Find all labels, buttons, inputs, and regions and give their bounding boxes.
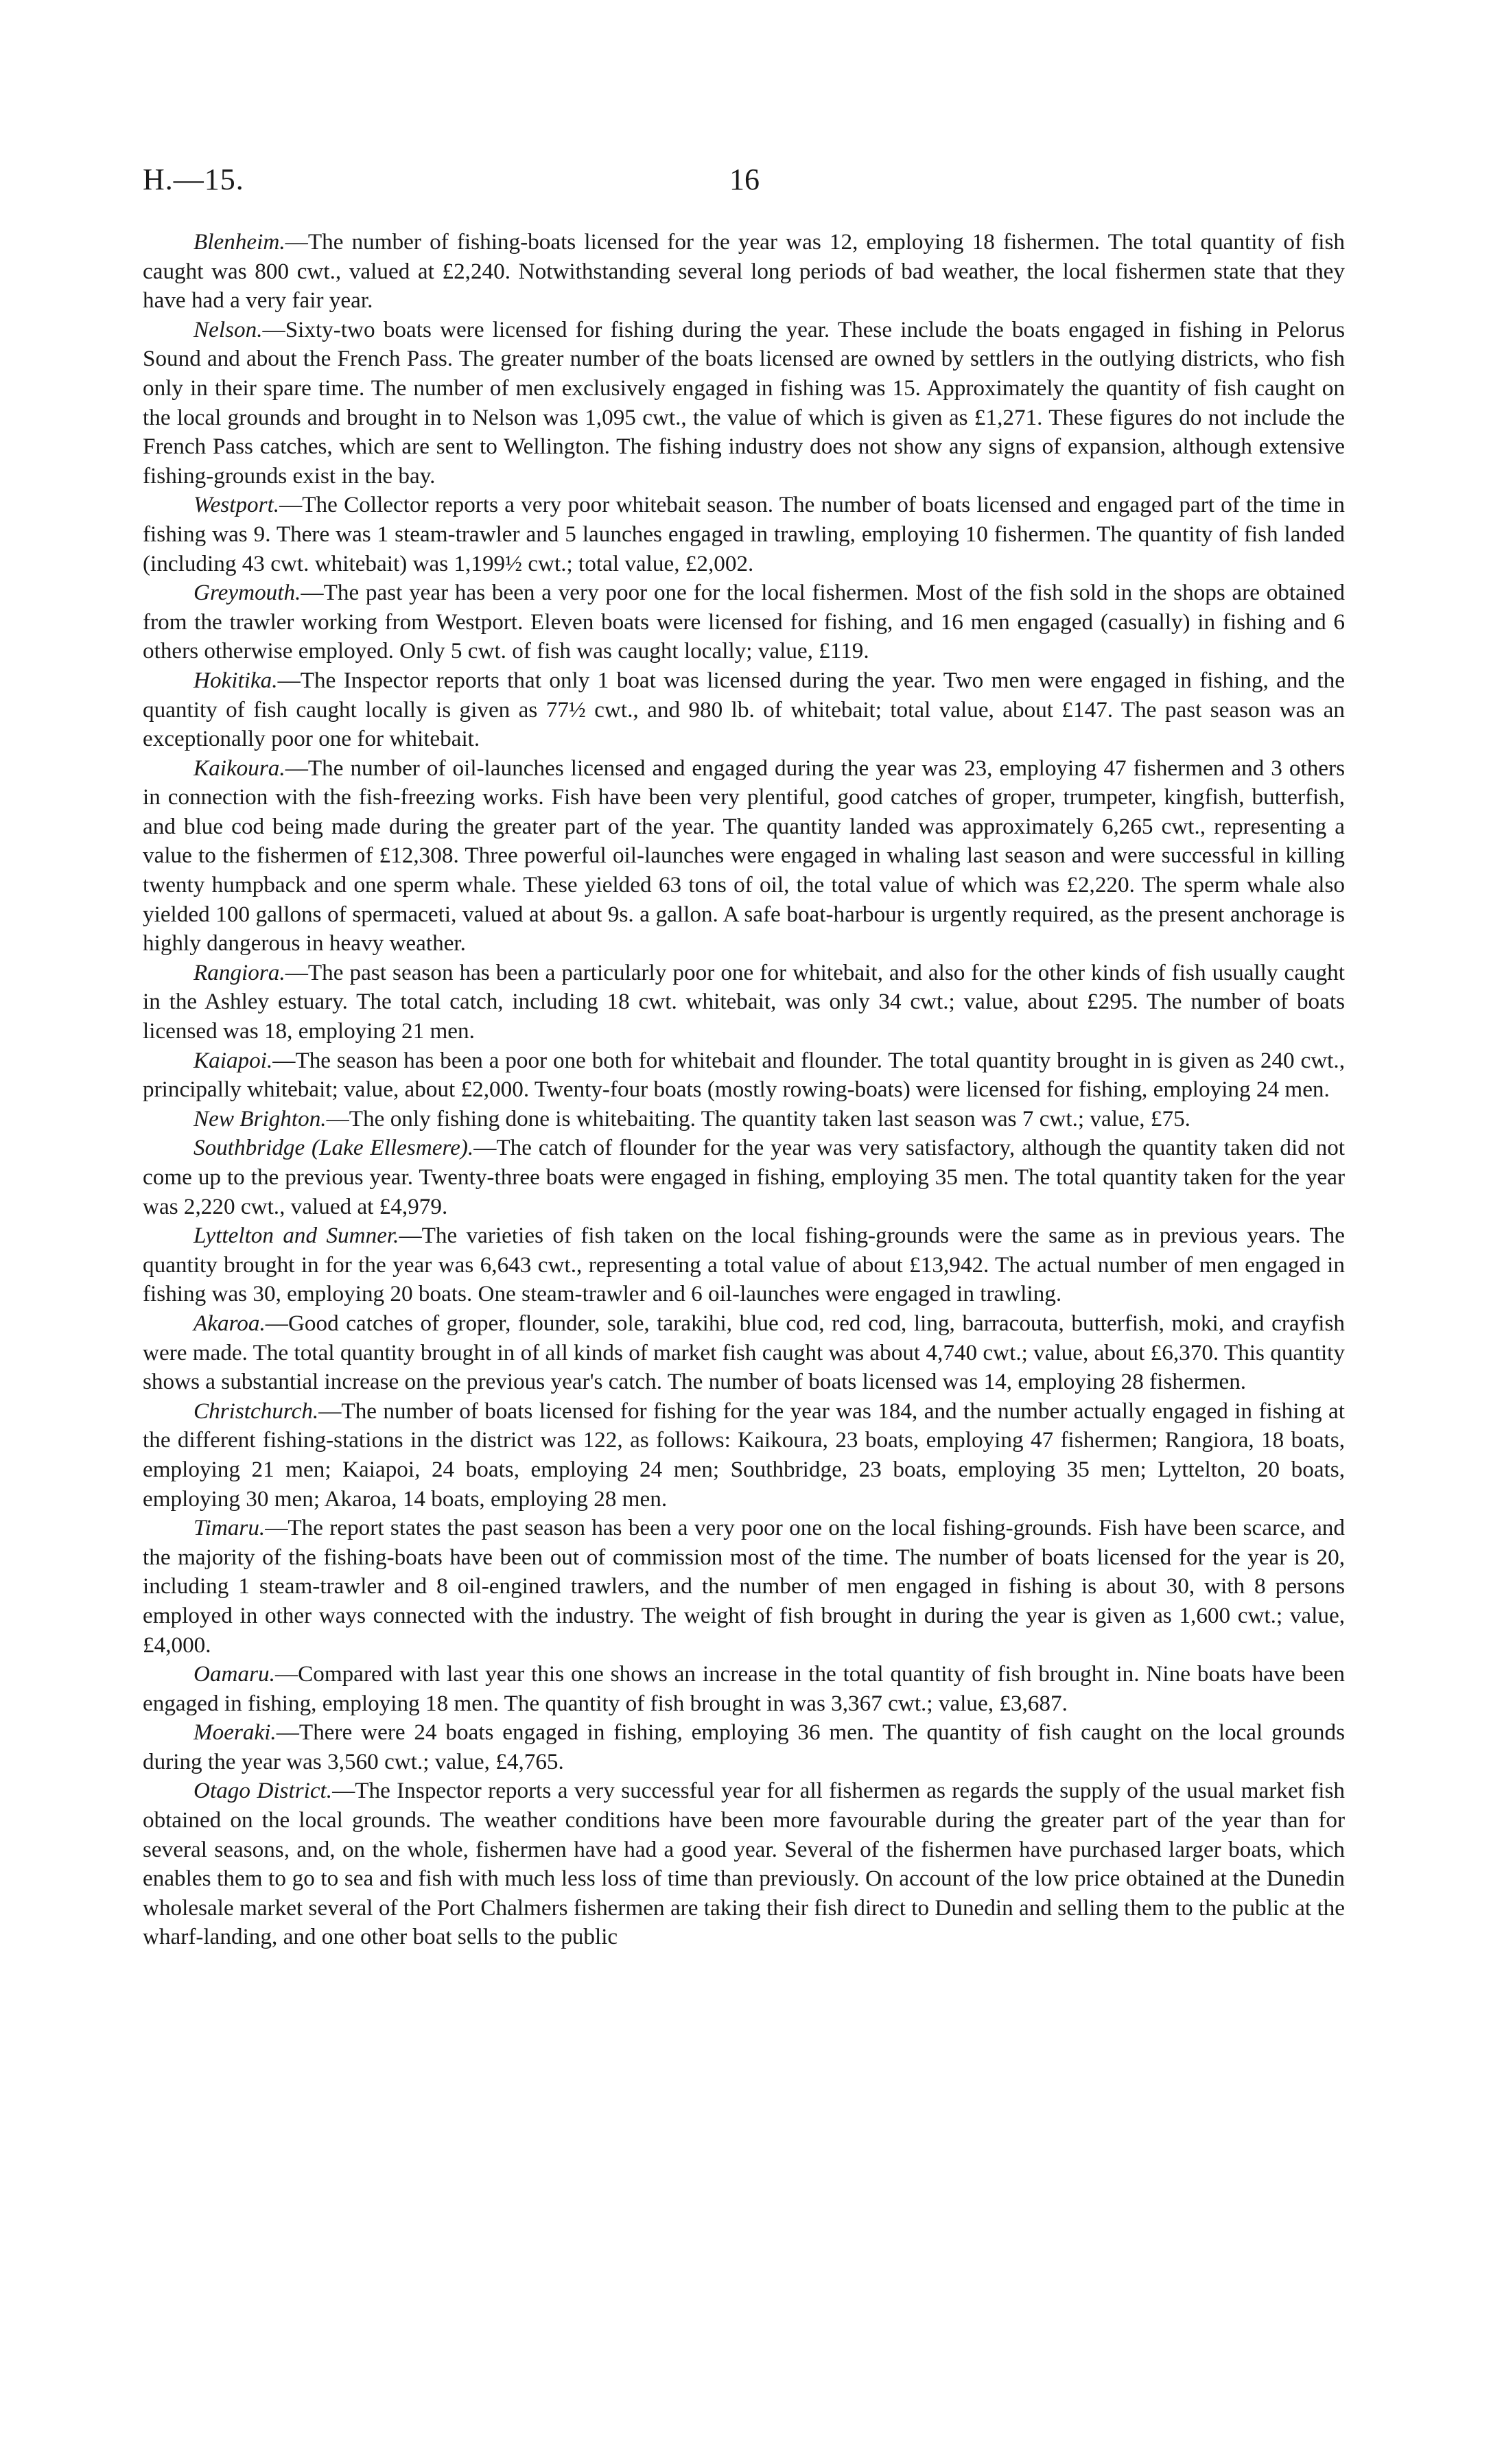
paragraph-text: —The number of fishing-boats licensed for the year was 12, employing 18 fishermen. The total quantity of fish caught was 800 cwt., valued at £2,240. Notwithstanding several long periods of bad weather, the local fishermen state that they have had a very fair year. [143,229,1345,314]
place-name: Southbridge (Lake Ellesmere). [193,1135,474,1161]
place-name: Nelson. [193,316,263,342]
paragraph-text: —The varieties of fish taken on the local fishing-grounds were the same as in previous years. The quantity brought in for the year was 6,643 cwt., representing a total value of about £13,942. The actual number of men engaged in fishing was 30, employing 20 boats. One steam-trawler and 6 oil-launches were engaged in trawling. [143,1223,1345,1307]
paragraph-text: —The past year has been a very poor one for the local fishermen. Most of the fish sold in the shops are obtained from the trawler working from Westport. Eleven boats were licensed for fishing, and 16 men engaged (casually) in fishing and 6 others otherwise employed. Only 5 cwt. of fish was caught locally; value, £119. [143,580,1345,664]
paragraph-nelson [143,316,1345,491]
paragraph-kaikoura [143,754,1345,959]
place-name: Hokitika. [193,667,278,693]
page-number: 16 [729,163,760,196]
paragraph-text: —The Inspector reports that only 1 boat was licensed during the year. Two men were engaged in fishing, and the quantity of fish caught locally is given as 77½ cwt., and 980 lb. of whitebait; total value, about £147. The past season was an exceptionally poor one for whitebait. [143,667,1345,752]
place-name: Otago District. [193,1778,333,1804]
place-name: Timaru. [193,1515,266,1541]
paragraph-text: —The number of oil-launches licensed and engaged during the year was 23, employing 47 fishermen and 3 others in connection with the fish-freezing works. Fish have been very plentiful, good catches of groper, trumpeter, kingfish, butterfish, and blue cod being made during the greater part of the year. The quantity landed was approximately 6,265 cwt., representing a value to the fishermen of £12,308. Three powerful oil-launches were engaged in whaling last season and were successful in killing twenty humpback and one sperm whale. These yielded 63 tons of oil, the total value of which was £2,220. The sperm whale also yielded 100 gallons of spermaceti, valued at about 9s. a gallon. A safe boat-harbour is urgently required, as the present anchorage is highly dangerous in heavy weather. [143,755,1345,957]
place-name: Oamaru. [193,1661,275,1687]
paragraph-text: —The season has been a poor one both for whitebait and flounder. The total quantity brought in is given as 240 cwt., principally whitebait; value, about £2,000. Twenty-four boats (mostly rowing-boats) were licensed for fishing, employing 24 men. [143,1047,1345,1103]
place-name: New Brighton. [193,1105,327,1131]
paragraph-text: —The catch of flounder for the year was very satisfactory, although the quantity taken did not come up to the previous year. Twenty-three boats were engaged in fishing, employing 35 men. The total quantity taken for the year was 2,220 cwt., valued at £4,979. [143,1135,1346,1219]
paragraph-timaru [143,1514,1345,1660]
paragraph-southbridge [143,1134,1345,1221]
place-name: Westport. [193,492,280,518]
paragraph-text: —The only fishing done is whitebaiting. The quantity taken last season was 7 cwt.; value, £75. [326,1105,1190,1131]
paragraph-oamaru [143,1660,1345,1718]
place-name: Greymouth. [193,580,301,606]
place-name: Blenheim. [193,229,285,255]
document-reference: H.—15. [143,163,244,196]
paragraph-text: —The number of boats licensed for fishing for the year was 184, and the number actually engaged in fishing at the different fishing-stations in the district was 122, as follows: Kaikoura, 23 boats, employing 47 fishermen; Rangiora, 18 boats, employing 21 men; Kaiapoi, 24 boats, employing 24 men; Southbridge, 23 boats, employing 35 men; Lyttelton, 20 boats, employing 30 men; Akaroa, 14 boats, employing 28 men. [143,1398,1345,1512]
paragraph-text: —The Collector reports a very poor whitebait season. The number of boats licensed and engaged part of the time in fishing was 9. There was 1 steam-trawler and 5 launches engaged in trawling, employing 10 fishermen. The quantity of fish landed (including 43 cwt. whitebait) was 1,199½ cwt.; total value, £2,002. [143,492,1345,576]
paragraph-westport [143,491,1345,578]
place-name: Rangiora. [193,959,285,985]
place-name: Moeraki. [193,1720,277,1746]
page-header [0,162,1491,210]
report-body [143,228,1345,1952]
paragraph-text: —There were 24 boats engaged in fishing, employing 36 men. The quantity of fish caught on the local grounds during the year was 3,560 cwt.; value, £4,765. [143,1720,1345,1774]
paragraph-new-brighton [143,1105,1345,1134]
paragraph-otago-district [143,1776,1345,1952]
place-name: Lyttelton and Sumner. [193,1223,399,1249]
paragraph-text: —The report states the past season has been a very poor one on the local fishing-grounds. Fish have been scarce, and the majority of the fishing-boats have been out of commission most of the time. The number of boats licensed for the year is 20, including 1 steam-trawler and 8 oil-engined trawlers, and the number of men engaged in fishing is about 30, with 8 persons employed in other ways connected with the industry. The weight of fish brought in during the year is given as 1,600 cwt.; value, £4,000. [143,1515,1345,1658]
paragraph-hokitika [143,666,1345,754]
paragraph-text: —Compared with last year this one shows an increase in the total quantity of fish brought in. Nine boats have been engaged in fishing, employing 18 men. The quantity of fish brought in was 3,367 cwt.; value, £3,687. [143,1661,1345,1716]
paragraph-text: —The past season has been a particularly poor one for whitebait, and also for the other kinds of fish usually caught in the Ashley estuary. The total catch, including 18 cwt. whitebait, was only 34 cwt.; value, about £295. The number of boats licensed was 18, employing 21 men. [143,959,1345,1044]
place-name: Kaikoura. [193,755,285,781]
paragraph-lyttelton-sumner [143,1221,1345,1309]
paragraph-text: —The Inspector reports a very successful year for all fishermen as regards the supply of the usual market fish obtained on the local grounds. The weather conditions have been more favourable during the greater part of the year than for several seasons, and, on the whole, fishermen have had a good year. Several of the fishermen have purchased larger boats, which enables them to go to sea and fish with much less loss of time than previously. On account of the low price obtained at the Dunedin wholesale market several of the Port Chalmers fishermen are taking their fish direct to Dunedin and selling them to the public at the wharf-landing, and one other boat sells to the public [143,1778,1345,1950]
place-name: Akaroa. [193,1310,266,1336]
paragraph-text: —Good catches of groper, flounder, sole, tarakihi, blue cod, red cod, ling, barracouta, butterfish, moki, and crayfish were made. The total quantity brought in of all kinds of market fish caught was about 4,740 cwt.; value, about £6,370. This quantity shows a substantial increase on the previous year's catch. The number of boats licensed was 14, employing 28 fishermen. [143,1310,1345,1395]
place-name: Christchurch. [193,1398,319,1424]
paragraph-blenheim [143,228,1345,316]
paragraph-greymouth [143,578,1345,666]
paragraph-rangiora [143,959,1345,1046]
place-name: Kaiapoi. [193,1047,273,1073]
paragraph-christchurch [143,1397,1345,1514]
paragraph-akaroa [143,1309,1345,1397]
paragraph-moeraki [143,1718,1345,1776]
paragraph-kaiapoi [143,1046,1345,1105]
paragraph-text: —Sixty-two boats were licensed for fishing during the year. These include the boats engaged in fishing in Pelorus Sound and about the French Pass. The greater number of the boats licensed are owned by settlers in the outlying districts, who fish only in their spare time. The number of men exclusively engaged in fishing was 15. Approximately the quantity of fish caught on the local grounds and brought in to Nelson was 1,095 cwt., the value of which is given as £1,271. These figures do not include the French Pass catches, which are sent to Wellington. The fishing industry does not show any signs of expansion, although extensive fishing-grounds exist in the bay. [143,316,1345,489]
